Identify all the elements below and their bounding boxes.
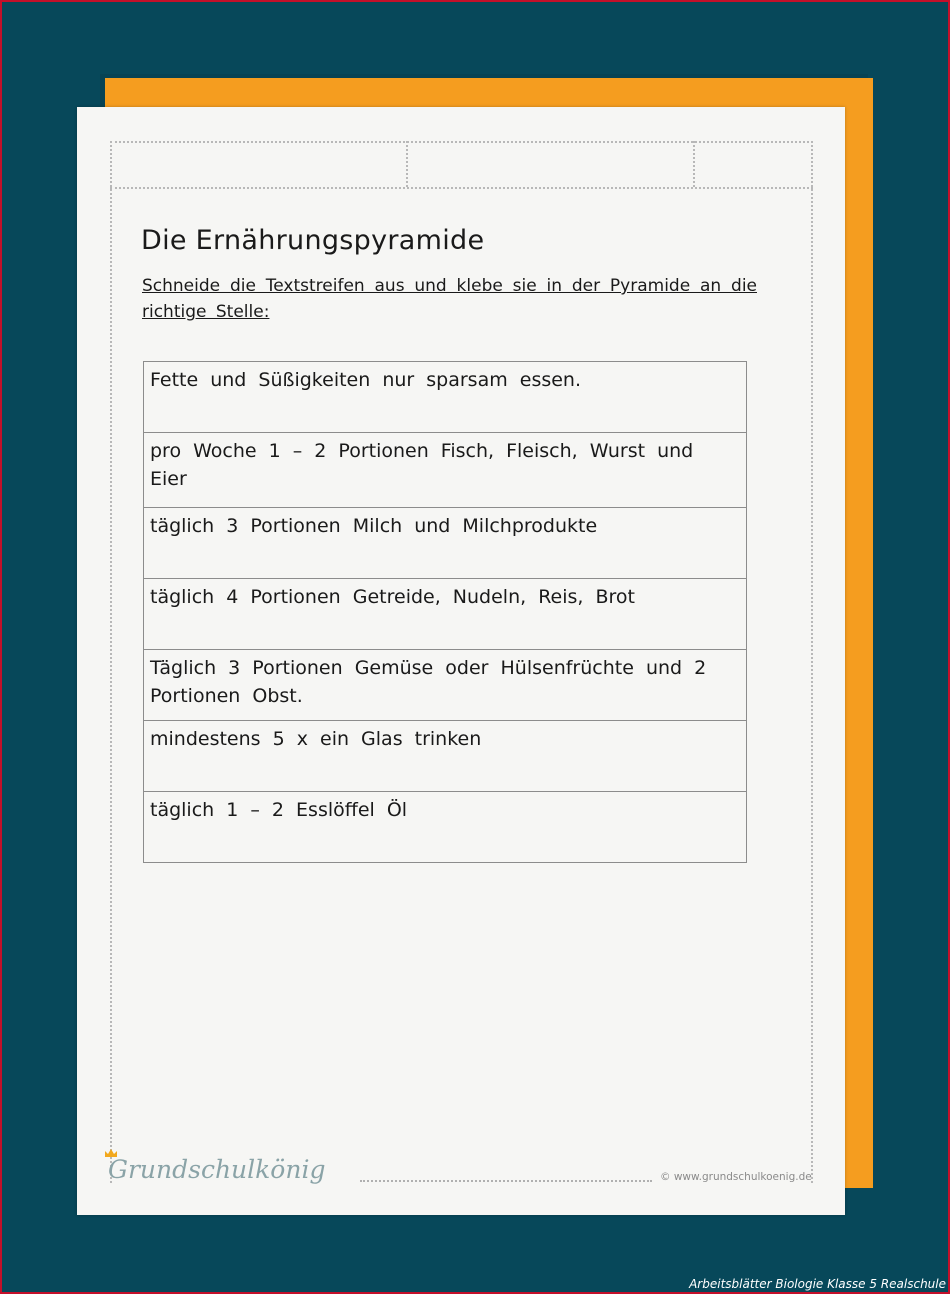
- worksheet-page: [77, 107, 845, 1215]
- text-strip: täglich 1 – 2 Esslöffel Öl: [144, 792, 746, 863]
- text-strip: Fette und Süßigkeiten nur sparsam essen.: [144, 362, 746, 433]
- header-dotted-line-bottom: [110, 187, 813, 189]
- worksheet-instructions: Schneide die Textstreifen aus und klebe sie in der Pyramide an die richtige Stelle:: [142, 276, 757, 322]
- website-credit: © www.grundschulkoenig.de: [660, 1171, 812, 1183]
- brand-logo: Grundschulkönig: [108, 1155, 326, 1184]
- header-dotted-line-top: [110, 141, 813, 143]
- image-caption: Arbeitsblätter Biologie Klasse 5 Realschule: [689, 1277, 946, 1291]
- text-strip: pro Woche 1 – 2 Portionen Fisch, Fleisch, Wurst und Eier: [144, 433, 746, 508]
- worksheet-title: Die Ernährungspyramide: [141, 225, 485, 256]
- text-strip: mindestens 5 x ein Glas trinken: [144, 721, 746, 792]
- header-dotted-divider-1: [406, 141, 408, 187]
- text-strip: Täglich 3 Portionen Gemüse oder Hülsenfrüchte und 2 Portionen Obst.: [144, 650, 746, 721]
- text-strip: täglich 3 Portionen Milch und Milchprodukte: [144, 508, 746, 579]
- header-dotted-divider-2: [693, 141, 695, 187]
- text-strips-table: [143, 361, 747, 863]
- text-strip: täglich 4 Portionen Getreide, Nudeln, Reis, Brot: [144, 579, 746, 650]
- frame-dotted-left: [110, 141, 112, 1183]
- footer-dotted-line: [360, 1180, 652, 1182]
- frame-dotted-right: [811, 141, 813, 1183]
